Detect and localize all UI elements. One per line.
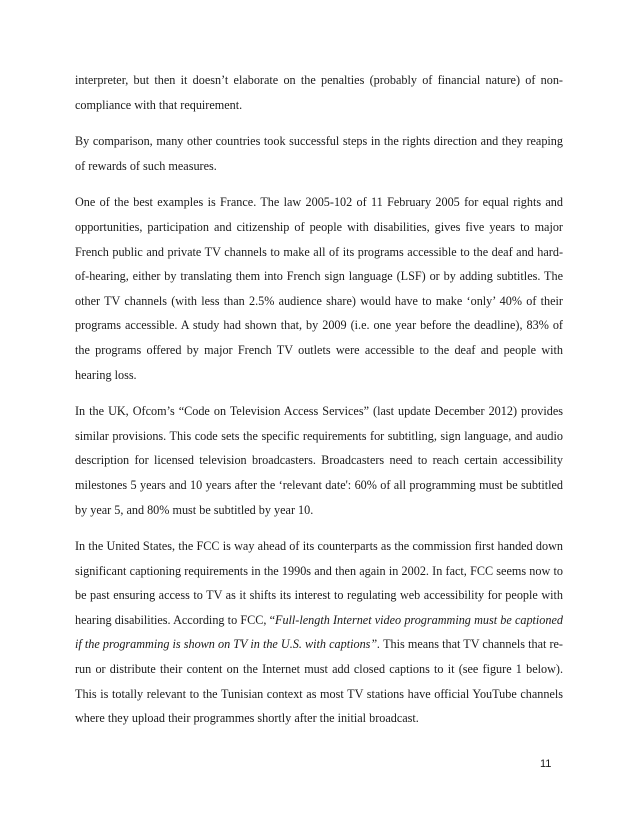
paragraph-us-text-before: In the United States, the FCC is way ahead of its counterparts as the commission first handed down significant captioning requirements in the 1990s and then again in 2002. In fact, FCC seems now to be past ensuring access to TV as it shifts its interest to regulating web accessibility for people with hearing disabilities. According to FCC, “ [75, 539, 563, 627]
fcc-quote: Full-length Internet video programming must be captioned if the programming is shown on TV in the U.S. with captions”. [75, 612, 563, 652]
document-page [75, 68, 563, 743]
paragraph-united-states [75, 534, 563, 731]
paragraph-france: One of the best examples is France. The law 2005-102 of 11 February 2005 for equal rights and opportunities, participation and citizenship of people with disabilities, gives five years to major French public and private TV channels to make all of its programs accessible to the deaf and hard-of-hearing, either by translating them into French sign language (LSF) or by adding subtitles. The other TV channels (with less than 2.5% audience share) would have to make ‘only’ 40% of their programs accessible. A study had shown that, by 2009 (i.e. one year before the deadline), 83% of the programs offered by major French TV outlets were accessible to the deaf and people with hearing loss. [75, 195, 563, 382]
page-number: 11 [540, 758, 552, 770]
paragraph-comparison: By comparison, many other countries took successful steps in the rights direction and they reaping of rewards of such measures. [75, 134, 563, 173]
paragraph-interpreter: interpreter, but then it doesn’t elaborate on the penalties (probably of financial nature) of non-compliance with that requirement. [75, 73, 563, 112]
paragraph-us-text-after: This means that TV channels that re-run or distribute their content on the Internet must add closed captions to it (see figure 1 below). This is totally relevant to the Tunisian context as most TV stations have official YouTube channels where they upload their programmes shortly after the initial broadcast. [75, 637, 563, 726]
paragraph-uk: In the UK, Ofcom’s “Code on Television Access Services” (last update December 2012) provides similar provisions. This code sets the specific requirements for subtitling, sign language, and audio description for licensed television broadcasters. Broadcasters need to reach certain accessibility milestones 5 years and 10 years after the ‘relevant date': 60% of all programming must be subtitled by year 5, and 80% must be subtitled by year 10. [75, 404, 563, 517]
